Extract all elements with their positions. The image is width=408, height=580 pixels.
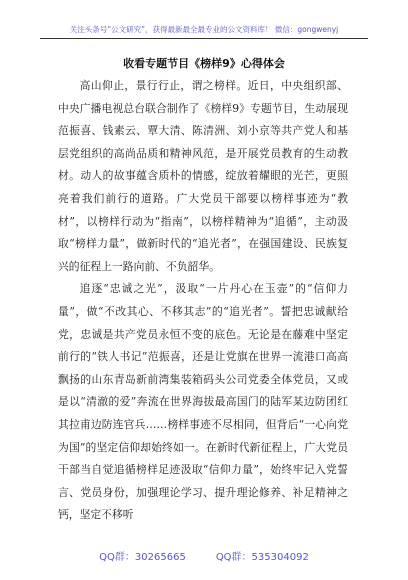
paragraph: 高山仰止，景行行止，谓之榜样。近日，中央组织部、中央广播电视总台联合制作了《榜样9》专题节目，生动展现范振喜、钱素云、覃大清、陈清洲、刘小京等共产党人和基层党组织的高尚品质和精神风范，是开展党员教育的生动教材。动人的故事蕴含质朴的情感，绽放着耀眼的光芒，更照亮着我们前行的道路。广大党员干部要以榜样事迹为“教材”，以榜样行动为“指南”，以榜样精神为“追循”，主动汲取“榜样力量”，做新时代的“追光者”，在强国建设、民族复兴的征程上一路向前、不负韶华。	[58, 79, 348, 273]
footer-qq-group-1: QQ群：30265665	[99, 552, 186, 563]
footer-qq-group-2: QQ群：535304092	[215, 552, 309, 563]
paragraph: 追逐“忠诚之光”，汲取“一片丹心在玉壶”的“信仰力量”，做“不改其心、不移其志”的“追光者”。誓把忠诚献给党，忠诚是共产党员永恒不变的底色。无论是在藤难中坚定前行的“铁人书记”范振喜，还是让党旗在世界一流港口高高飘扬的山东青岛新前湾集装箱码头公司党委全体党员，又或是以“清澈的爱”奔流在世界海拔最高国门的陆军某边防团红其拉甫边防连官兵……榜样事迹不尽相同，但背后“一心向党为国”的坚定信仰却始终如一。在新时代新征程上，广大党员干部当自觉追循榜样足迹汲取“信仰力量”，始终牢记入党誓言、党员身份，加强理论学习、提升理论修养、补足精神之钙，坚定不移听	[58, 282, 348, 522]
header-divider	[40, 38, 368, 39]
header-note: 关注头条号“公文研究”，获得最新最全最专业的公文资料库！ 微信：gongwenyj	[69, 25, 339, 34]
footer	[0, 548, 408, 563]
document-title: 收看专题节目《榜样9》心得体会	[123, 57, 285, 70]
document-body	[58, 75, 348, 527]
